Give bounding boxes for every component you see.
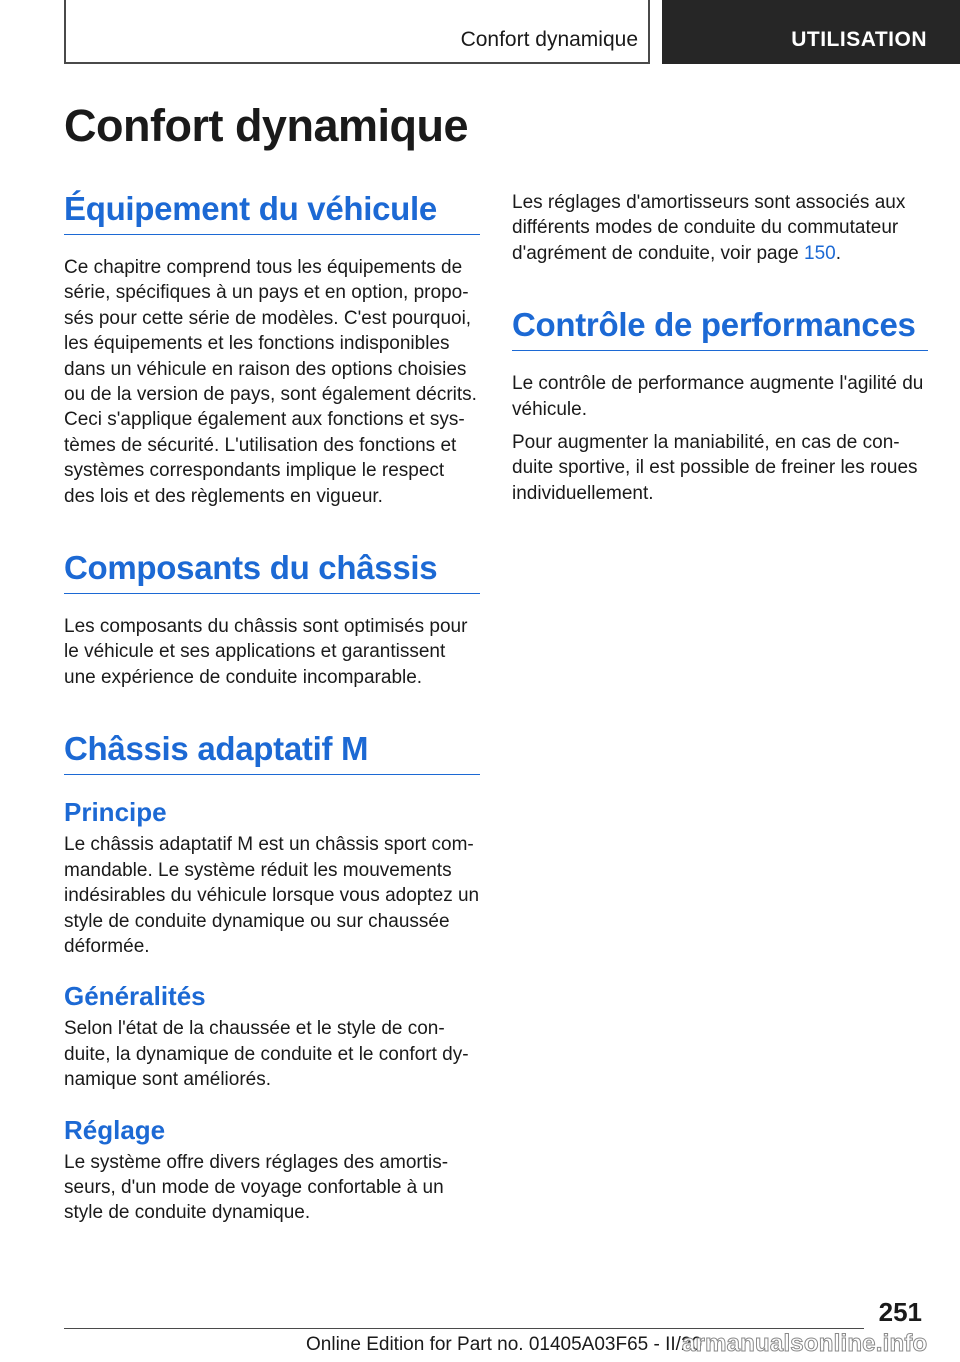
footer-edition-text: Online Edition for Part no. 01405A03F65 - II/20 [306, 1334, 703, 1355]
right-column [512, 190, 928, 506]
paragraph-performance-braking: Pour augmenter la maniabilité, en cas de conduite sportive, il est possible de freiner les roues individuellement. [512, 432, 918, 504]
footer-divider [64, 1328, 864, 1329]
paragraph-vehicle-equipment: Ce chapitre comprend tous les équipements de série, spécifiques à un pays et en option, proposés pour cette série de modèles. C'est pourquoi, les équipements et les fonctions indisponibles dans un véhicule en raison des options choisies ou de la version de pays, sont également décrits. Ceci s'applique également aux fonctions et systèmes de sécurité. L'utilisation des fonctions et systèmes correspondants implique le respect des lois et des règlements en vigueur. [64, 257, 477, 507]
damper-settings-end: . [835, 242, 841, 264]
paragraph-performance-agility: Le contrôle de performance augmente l'agilité du véhicule. [512, 373, 924, 420]
subheading-general: Généralités [64, 981, 206, 1012]
page-title: Confort dynamique [64, 100, 468, 151]
subheading-principle: Principe [64, 797, 167, 828]
heading-chassis-components: Composants du châssis [64, 549, 480, 594]
heading-performance-control: Contrôle de performances [512, 306, 928, 351]
heading-adaptive-chassis: Châssis adaptatif M [64, 730, 480, 775]
page-number: 251 [878, 1297, 922, 1327]
left-column [64, 190, 480, 1226]
paragraph-setting: Le système offre divers réglages des amortisseurs, d'un mode de voyage confortable à un style de conduite dynamique. [64, 1151, 449, 1224]
subheading-setting: Réglage [64, 1114, 166, 1145]
page-reference-link[interactable]: 150 [804, 242, 836, 264]
paragraph-chassis-components: Les composants du châssis sont optimisés pour le véhicule et ses applications et garantissent une expérience de conduite incomparable. [64, 616, 468, 688]
header-section-title: Confort dynamique [460, 28, 638, 51]
paragraph-principle: Le châssis adaptatif M est un châssis sport commandable. Le système réduit les mouvements indésirables du véhicule lorsque vous adoptez un style de conduite dynamique ou sur chaussée déformée. [64, 834, 480, 957]
header-chapter-label: UTILISATION [791, 28, 927, 51]
heading-vehicle-equipment: Équipement du véhicule [64, 190, 480, 235]
damper-settings-text: Les réglages d'amortisseurs sont associés aux différents modes de conduite du commutateur d'agrément de conduite, voir page [512, 192, 906, 264]
watermark-text: armanualsonline.info [682, 1330, 928, 1357]
paragraph-general: Selon l'état de la chaussée et le style de conduite, la dynamique de conduite et le confort dynamique sont améliorés. [64, 1018, 469, 1091]
paragraph-damper-settings [512, 190, 928, 266]
header-chapter-tab[interactable] [662, 0, 960, 64]
